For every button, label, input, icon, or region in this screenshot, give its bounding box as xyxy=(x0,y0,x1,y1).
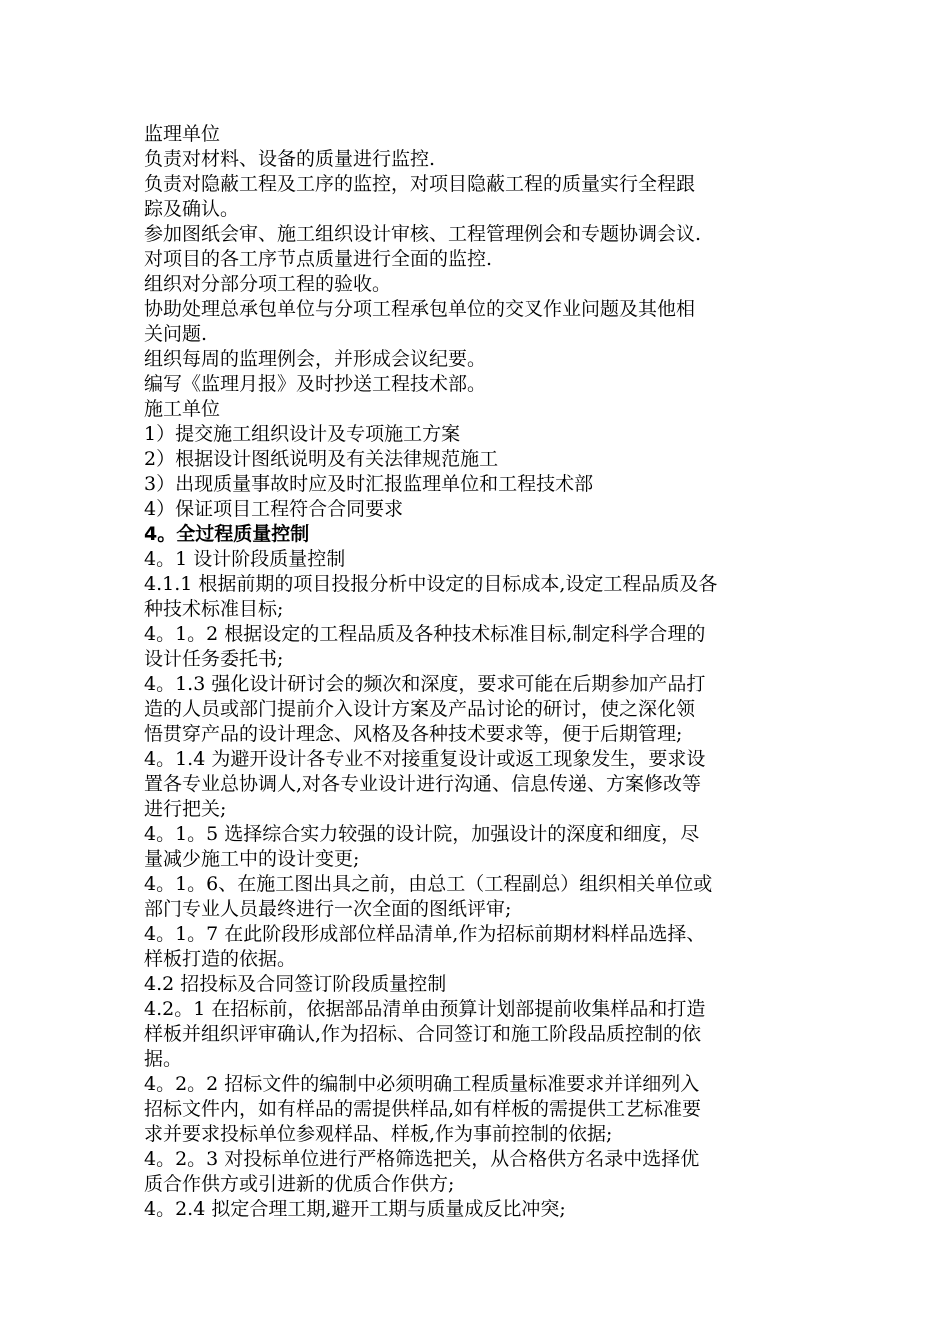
text-line: 种技术标准目标; xyxy=(144,598,284,620)
text-line: 求并要求投标单位参观样品、样板,作为事前控制的依据; xyxy=(144,1123,613,1145)
text-line: 监理单位 xyxy=(144,123,221,145)
text-line: 4。1。7 在此阶段形成部位样品清单,作为招标前期材料样品选择、 xyxy=(144,923,706,945)
text-line: 进行把关; xyxy=(144,798,227,820)
text-line: 4。1.4 为避开设计各专业不对接重复设计或返工现象发生，要求设 xyxy=(144,748,706,770)
text-line: 4。1。6、在施工图出具之前，由总工（工程副总）组织相关单位或 xyxy=(144,873,713,895)
text-line: 4。2.4 拟定合理工期,避开工期与质量成反比冲突; xyxy=(144,1198,566,1220)
text-line: 4。1.3 强化设计研讨会的频次和深度，要求可能在后期参加产品打 xyxy=(144,673,706,695)
text-line: 悟贯穿产品的设计理念、风格及各种技术要求等，便于后期管理; xyxy=(144,723,683,745)
text-line: 对项目的各工序节点质量进行全面的监控. xyxy=(144,248,493,270)
text-line: 质合作供方或引进新的优质合作供方; xyxy=(144,1173,455,1195)
text-line: 2）根据设计图纸说明及有关法律规范施工 xyxy=(144,448,499,470)
text-line: 参加图纸会审、施工组织设计审核、工程管理例会和专题协调会议. xyxy=(144,223,702,245)
text-line: 1）提交施工组织设计及专项施工方案 xyxy=(144,423,461,445)
text-line: 样板打造的依据。 xyxy=(144,948,297,970)
text-line: 招标文件内，如有样品的需提供样品,如有样板的需提供工艺标准要 xyxy=(144,1098,702,1120)
text-line: 关问题. xyxy=(144,323,208,345)
text-line: 4。1。2 根据设定的工程品质及各种技术标准目标,制定科学合理的 xyxy=(144,623,706,645)
text-line: 4.2。1 在招标前，依据部品清单由预算计划部提前收集样品和打造 xyxy=(144,998,706,1020)
text-line: 4。2。2 招标文件的编制中必须明确工程质量标准要求并详细列入 xyxy=(144,1073,700,1095)
text-line: 4.1.1 根据前期的项目投报分析中设定的目标成本,设定工程品质及各 xyxy=(144,573,718,595)
text-line: 协助处理总承包单位与分项工程承包单位的交叉作业问题及其他相 xyxy=(144,298,696,320)
document-body xyxy=(144,122,810,1222)
text-line: 4。1 设计阶段质量控制 xyxy=(144,548,346,570)
text-line: 负责对隐蔽工程及工序的监控，对项目隐蔽工程的质量实行全程跟 xyxy=(144,173,696,195)
text-line: 编写《监理月报》及时抄送工程技术部。 xyxy=(144,373,487,395)
text-line: 设计任务委托书; xyxy=(144,648,284,670)
text-line: 踪及确认。 xyxy=(144,198,240,220)
text-line: 置各专业总协调人,对各专业设计进行沟通、信息传递、方案修改等 xyxy=(144,773,702,795)
text-line: 施工单位 xyxy=(144,398,221,420)
text-line: 4。2。3 对投标单位进行严格筛选把关，从合格供方名录中选择优 xyxy=(144,1148,700,1170)
text-line: 据。 xyxy=(144,1048,183,1070)
text-line: 4.2 招投标及合同签订阶段质量控制 xyxy=(144,973,447,995)
text-line: 负责对材料、设备的质量进行监控. xyxy=(144,148,436,170)
text-line: 3）出现质量事故时应及时汇报监理单位和工程技术部 xyxy=(144,473,594,495)
text-line: 4。1。5 选择综合实力较强的设计院，加强设计的深度和细度，尽 xyxy=(144,823,700,845)
text-line: 量减少施工中的设计变更; xyxy=(144,848,360,870)
text-line: 部门专业人员最终进行一次全面的图纸评审; xyxy=(144,898,512,920)
text-line: 4）保证项目工程符合合同要求 xyxy=(144,498,404,520)
text-line: 组织每周的监理例会，并形成会议纪要。 xyxy=(144,348,487,370)
text-line: 组织对分部分项工程的验收。 xyxy=(144,273,392,295)
text-line: 造的人员或部门提前介入设计方案及产品讨论的研讨，使之深化领 xyxy=(144,698,696,720)
text-line: 样板并组织评审确认,作为招标、合同签订和施工阶段品质控制的依 xyxy=(144,1023,702,1045)
section-heading: 4。全过程质量控制 xyxy=(144,523,310,545)
